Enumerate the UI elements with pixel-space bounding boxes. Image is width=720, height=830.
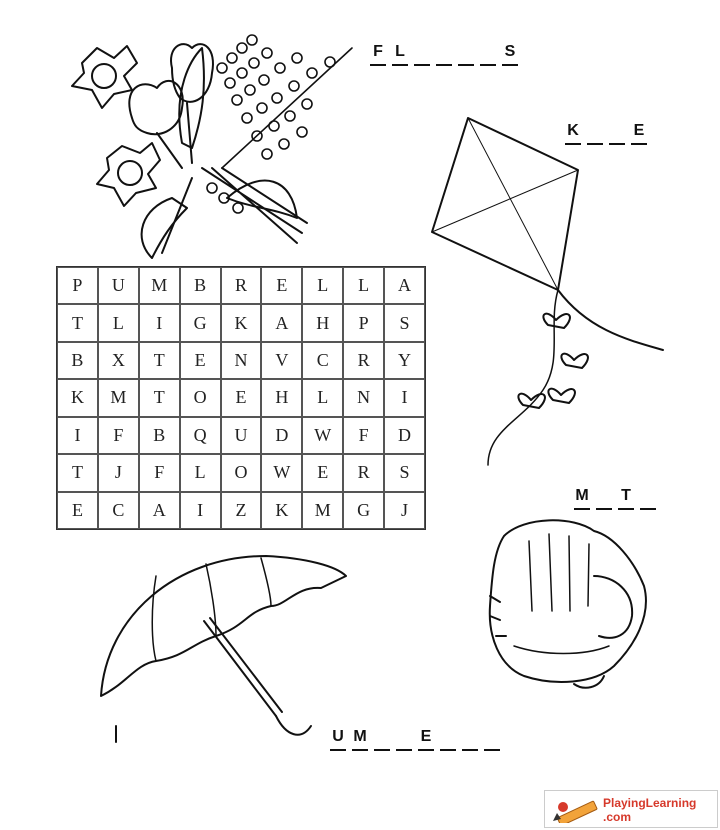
letter-slot[interactable]: F <box>370 42 386 66</box>
grid-cell[interactable]: E <box>180 342 221 379</box>
grid-cell[interactable]: I <box>139 304 180 341</box>
grid-cell[interactable]: T <box>139 379 180 416</box>
grid-cell[interactable]: U <box>98 267 139 304</box>
flowers-answer-blanks[interactable] <box>370 42 518 66</box>
grid-cell[interactable]: R <box>343 454 384 491</box>
playinglearning-logo[interactable] <box>544 790 718 828</box>
grid-cell[interactable]: I <box>384 379 425 416</box>
letter-slot[interactable]: E <box>631 121 647 145</box>
letter-slot[interactable] <box>462 727 478 751</box>
letter-slot[interactable]: L <box>392 42 408 66</box>
grid-cell[interactable]: L <box>98 304 139 341</box>
grid-cell[interactable]: T <box>57 304 98 341</box>
umbrella-answer-blanks[interactable] <box>330 727 500 751</box>
kite-answer-blanks[interactable] <box>565 121 647 145</box>
word-search-grid[interactable] <box>56 266 426 530</box>
pencil-icon <box>551 795 599 828</box>
grid-cell[interactable]: X <box>98 342 139 379</box>
grid-cell[interactable]: L <box>302 267 343 304</box>
grid-cell[interactable]: A <box>261 304 302 341</box>
grid-cell[interactable]: B <box>57 342 98 379</box>
grid-cell[interactable]: Q <box>180 417 221 454</box>
letter-slot[interactable] <box>596 486 612 510</box>
grid-cell[interactable]: B <box>180 267 221 304</box>
letter-slot[interactable] <box>640 486 656 510</box>
grid-cell[interactable]: O <box>221 454 262 491</box>
grid-cell[interactable]: D <box>261 417 302 454</box>
logo-text: PlayingLearning <box>603 796 697 810</box>
letter-slot[interactable] <box>414 42 430 66</box>
grid-cell[interactable]: M <box>139 267 180 304</box>
letter-slot[interactable]: S <box>502 42 518 66</box>
grid-cell[interactable]: E <box>57 492 98 529</box>
grid-cell[interactable]: S <box>384 454 425 491</box>
letter-slot[interactable]: K <box>565 121 581 145</box>
logo-domain: .com <box>603 810 632 824</box>
grid-cell[interactable]: F <box>98 417 139 454</box>
grid-cell[interactable]: L <box>343 267 384 304</box>
grid-cell[interactable]: L <box>180 454 221 491</box>
grid-cell[interactable]: N <box>343 379 384 416</box>
kite-icon <box>428 110 668 470</box>
letter-slot[interactable]: E <box>418 727 434 751</box>
letter-slot[interactable] <box>484 727 500 751</box>
grid-cell[interactable]: A <box>384 267 425 304</box>
grid-cell[interactable]: I <box>180 492 221 529</box>
grid-cell[interactable]: J <box>384 492 425 529</box>
grid-cell[interactable]: C <box>302 342 343 379</box>
grid-cell[interactable]: H <box>261 379 302 416</box>
grid-cell[interactable]: K <box>261 492 302 529</box>
letter-slot[interactable]: M <box>352 727 368 751</box>
grid-cell[interactable]: R <box>343 342 384 379</box>
grid-cell[interactable]: U <box>221 417 262 454</box>
grid-cell[interactable]: R <box>221 267 262 304</box>
grid-cell[interactable]: Z <box>221 492 262 529</box>
grid-cell[interactable]: T <box>57 454 98 491</box>
letter-slot[interactable] <box>396 727 412 751</box>
letter-slot[interactable]: M <box>574 486 590 510</box>
grid-cell[interactable]: G <box>343 492 384 529</box>
letter-slot[interactable] <box>587 121 603 145</box>
letter-slot[interactable]: T <box>618 486 634 510</box>
letter-slot[interactable] <box>480 42 496 66</box>
grid-cell[interactable]: E <box>221 379 262 416</box>
grid-cell[interactable]: P <box>343 304 384 341</box>
grid-cell[interactable]: M <box>98 379 139 416</box>
grid-cell[interactable]: L <box>302 379 343 416</box>
grid-cell[interactable]: D <box>384 417 425 454</box>
grid-cell[interactable]: M <box>302 492 343 529</box>
letter-slot[interactable] <box>440 727 456 751</box>
umbrella-icon <box>96 546 356 756</box>
flower-bouquet-icon <box>52 28 362 263</box>
grid-cell[interactable]: C <box>98 492 139 529</box>
grid-cell[interactable]: N <box>221 342 262 379</box>
letter-slot[interactable] <box>374 727 390 751</box>
grid-cell[interactable]: H <box>302 304 343 341</box>
baseball-mitt-icon <box>484 516 654 696</box>
grid-cell[interactable]: S <box>384 304 425 341</box>
grid-cell[interactable]: E <box>302 454 343 491</box>
grid-cell[interactable]: F <box>139 454 180 491</box>
grid-cell[interactable]: G <box>180 304 221 341</box>
grid-cell[interactable]: I <box>57 417 98 454</box>
grid-cell[interactable]: P <box>57 267 98 304</box>
grid-cell[interactable]: W <box>302 417 343 454</box>
letter-slot[interactable] <box>609 121 625 145</box>
grid-cell[interactable]: J <box>98 454 139 491</box>
grid-cell[interactable]: W <box>261 454 302 491</box>
grid-cell[interactable]: O <box>180 379 221 416</box>
grid-cell[interactable]: F <box>343 417 384 454</box>
letter-slot[interactable] <box>458 42 474 66</box>
grid-cell[interactable]: V <box>261 342 302 379</box>
mitt-answer-blanks[interactable] <box>574 486 656 510</box>
letter-slot[interactable]: U <box>330 727 346 751</box>
grid-cell[interactable]: E <box>261 267 302 304</box>
grid-cell[interactable]: T <box>139 342 180 379</box>
grid-cell[interactable]: A <box>139 492 180 529</box>
grid-cell[interactable]: Y <box>384 342 425 379</box>
letter-slot[interactable] <box>436 42 452 66</box>
grid-cell[interactable]: K <box>57 379 98 416</box>
grid-cell[interactable]: B <box>139 417 180 454</box>
grid-cell[interactable]: K <box>221 304 262 341</box>
